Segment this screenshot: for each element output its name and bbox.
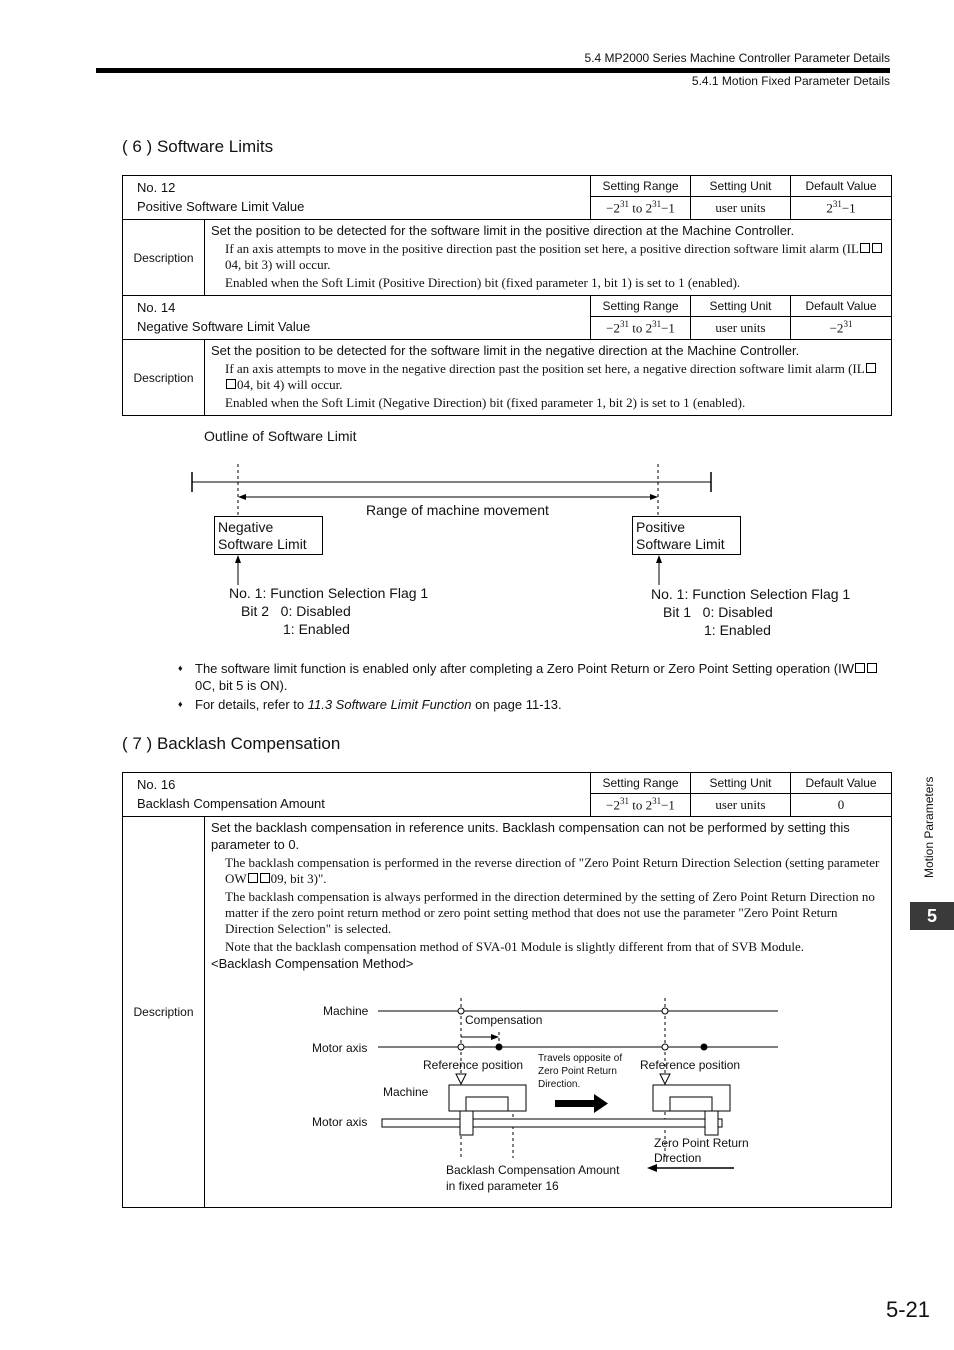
note-1: ♦ The software limit function is enabled only after completing a Zero Point Return or Zero Point Setting operation (IW0C, bit 5 is ON). [178,660,878,694]
param-12-unit: user units [691,197,791,220]
negative-limit-box: Negative Software Limit [214,516,323,555]
zero-point-return-direction-label: Zero Point Return Direction [654,1136,749,1165]
param-16-default: 0 [791,794,892,817]
param-16-unit: user units [691,794,791,817]
param-16-range: $-2^{31}$ to $2^{31}-1$ [591,794,691,817]
motor-axis-label-1: Motor axis [312,1041,368,1055]
col-setting-range: Setting Range [591,773,691,794]
param-14-unit: user units [691,317,791,340]
pos-enabled-label: 1: Enabled [704,622,771,638]
reference-link[interactable]: 11.3 Software Limit Function [307,697,472,712]
col-setting-range: Setting Range [591,176,691,197]
param-14-default: $-2^{31}$ [791,317,892,340]
neg-bit-label: Bit 2 0: Disabled [241,603,351,619]
page-number: 5-21 [885,1297,930,1322]
motor-axis-label-2: Motor axis [312,1115,368,1129]
chapter-side-label: Motion Parameters [922,776,936,878]
col-setting-unit: Setting Unit [691,773,791,794]
machine-label-1: Machine [323,1004,369,1018]
travels-opposite-label: Travels opposite of Zero Point Return Direction. [538,1053,623,1090]
param-14-name: Negative Software Limit Value [137,319,311,334]
col-setting-unit: Setting Unit [691,296,791,317]
chapter-tab[interactable]: 5 [910,902,954,930]
neg-flag-label: No. 1: Function Selection Flag 1 [229,585,429,601]
col-default-value: Default Value [791,296,892,317]
param-16-desc-label: Description [123,817,205,1208]
param-16-description: Set the backlash compensation in reference units. Backlash compensation can not be performed by setting this parameter to 0. The backlash compensation is performed in the reverse direction of "Zero Point Return Direction Selection (setting parameter OW 09, bit 3)". The backlash compensation is always performed in the direction determined by the setting of Zero Point Return Direction no matter if the zero point return method or zero point setting method that does not use the parameter "Zero Point Return Direction Selection" is selected. Note that the backlash compensation method of SVA-01 Module is slightly different from that of SVB Module. <Backlash Compensation Method> [205,817,892,1208]
param-14-number: No. 14 [137,300,176,315]
param-16-header [123,773,591,817]
param-12-number: No. 12 [137,180,176,195]
col-default-value: Default Value [791,773,892,794]
notes-list [178,660,878,715]
machine-label-2: Machine [383,1085,429,1099]
param-14-range: $-2^{31}$ to $2^{31}-1$ [591,317,691,340]
note-2: ♦ For details, refer to 11.3 Software Limit Function on page 11-13. [178,697,562,712]
pos-bit-label: Bit 1 0: Disabled [663,604,773,620]
col-setting-unit: Setting Unit [691,176,791,197]
param-12-range: $-2^{31}$ to $2^{31}-1$ [591,197,691,220]
section-6-title: ( 6 ) Software Limits [122,137,274,156]
outline-title: Outline of Software Limit [204,428,357,444]
reference-position-label-2: Reference position [640,1058,741,1072]
pos-flag-label: No. 1: Function Selection Flag 1 [651,586,851,602]
param-12-name: Positive Software Limit Value [137,199,305,214]
header-section-title: 5.4 MP2000 Series Machine Controller Parameter Details [584,51,890,65]
reference-position-label-1: Reference position [423,1058,524,1072]
param-12-desc-label: Description [123,220,205,296]
positive-limit-box: Positive Software Limit [632,516,741,555]
col-setting-range: Setting Range [591,296,691,317]
param-14-desc-label: Description [123,340,205,416]
param-16-name: Backlash Compensation Amount [137,796,325,811]
compensation-label: Compensation [465,1013,543,1027]
neg-enabled-label: 1: Enabled [283,621,350,637]
backlash-amount-label: Backlash Compensation Amount in fixed parameter 16 [446,1163,620,1193]
param-12-description: Set the position to be detected for the software limit in the positive direction at the Machine Controller. If an axis attempts to move in the positive direction past the position set here, a positive direction software limit alarm (IL04, bit 3) will occur. Enabled when the Soft Limit (Positive Direction) bit (fixed parameter 1, bit 1) is set to 1 (enabled). [205,220,892,296]
header-subsection-title: 5.4.1 Motion Fixed Parameter Details [691,74,890,88]
range-label: Range of machine movement [366,502,549,518]
param-12-default: $2^{31}-1$ [791,197,892,220]
software-limit-diagram [0,0,954,660]
section-7-title: ( 7 ) Backlash Compensation [122,734,341,753]
param-16-number: No. 16 [137,777,176,792]
col-default-value: Default Value [791,176,892,197]
param-14-description: Set the position to be detected for the software limit in the negative direction at the Machine Controller. If an axis attempts to move in the negative direction past the position set here, a negative direction software limit alarm (IL04, bit 4) will occur. Enabled when the Soft Limit (Negative Direction) bit (fixed parameter 1, bit 2) is set to 1 (enabled). [205,340,892,416]
